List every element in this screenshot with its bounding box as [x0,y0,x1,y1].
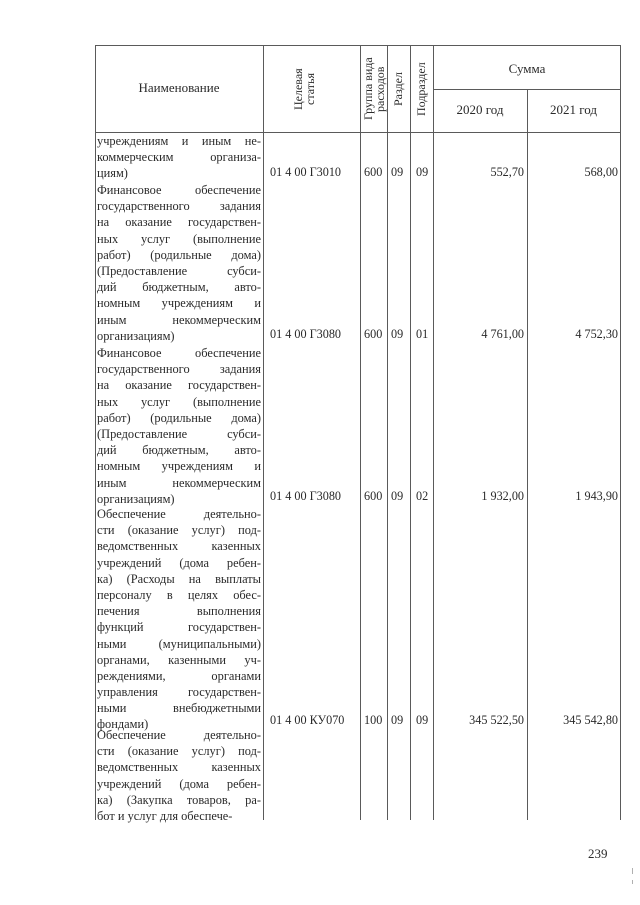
amount-2020: 1 932,00 [481,489,524,503]
header-group: Группа вида расходов [361,57,387,121]
header-name: Наименование [138,80,220,95]
target-code: 01 4 00 Г3080 [270,489,342,503]
amount-2021: 568,00 [584,165,618,179]
header-sum: Сумма [508,61,546,76]
subsection-code: 02 [416,489,429,503]
subsection-code: 01 [416,327,429,341]
table-border-top [95,45,621,46]
target-code: 01 4 00 Г3010 [270,165,342,179]
expense-group: 600 [364,165,383,179]
column-divider [387,45,388,820]
column-divider [410,45,411,820]
scan-artifact [632,880,633,884]
section-code: 09 [391,165,404,179]
column-divider [263,45,264,820]
section-code: 09 [391,489,404,503]
table-row-name: Обеспечение деятельно- сти (оказание услуг) под- ведомственных казенных учреждений (дома ребен- ка) (Расходы на выплаты персоналу в целях обес- печения выполнения функций государствен- ными (муниципальными) органами, казенными уч- реждениями, органами управления государствен- ными внебюджетными фондами) [97,507,261,732]
table-border-right [620,45,621,820]
page-number: 239 [588,846,608,861]
target-code: 01 4 00 Г3080 [270,327,342,341]
section-code: 09 [391,327,404,341]
amount-2020: 552,70 [490,165,524,179]
amount-2021: 345 542,80 [563,713,618,727]
table-row-name: учреждениям и иным не- коммерческим организа- циям) [97,134,261,181]
table-row-name: Финансовое обеспечение государственного задания на оказание государствен- ных услуг (выполнение работ) (родильные дома) (Предоставление субси- дий бюджетным, авто- номным учреждениям и иным некоммерческим организациям) [97,183,261,343]
amount-2020: 345 522,50 [469,713,524,727]
section-code: 09 [391,713,404,727]
expense-group: 600 [364,327,383,341]
table-border-left [95,45,96,820]
header-section: Раздел [391,72,405,106]
column-divider [527,89,528,820]
amount-2020: 4 761,00 [481,327,524,341]
header-year-2020: 2020 год [456,102,504,117]
header-target: Целевая статья [291,68,317,110]
scan-artifact [632,868,633,874]
expense-group: 600 [364,489,383,503]
column-divider [360,45,361,820]
table-row-name: Обеспечение деятельно- сти (оказание услуг) под- ведомственных казенных учреждений (дома ребен- ка) (Закупка товаров, ра- бот и услуг для обеспече- [97,728,261,823]
subsection-code: 09 [416,165,429,179]
target-code: 01 4 00 КУ070 [270,713,345,727]
amount-2021: 4 752,30 [575,327,618,341]
column-divider [433,45,434,820]
header-year-2021: 2021 год [550,102,597,117]
table-row-name: Финансовое обеспечение государственного задания на оказание государствен- ных услуг (выполнение работ) (родильные дома) (Предоставление субси- дий бюджетным, авто- номным учреждениям и иным некоммерческим организациям) [97,346,261,506]
amount-2021: 1 943,90 [575,489,618,503]
header-subsection: Подраздел [414,62,428,116]
subsection-code: 09 [416,713,429,727]
header-divider [433,89,621,90]
expense-group: 100 [364,713,383,727]
